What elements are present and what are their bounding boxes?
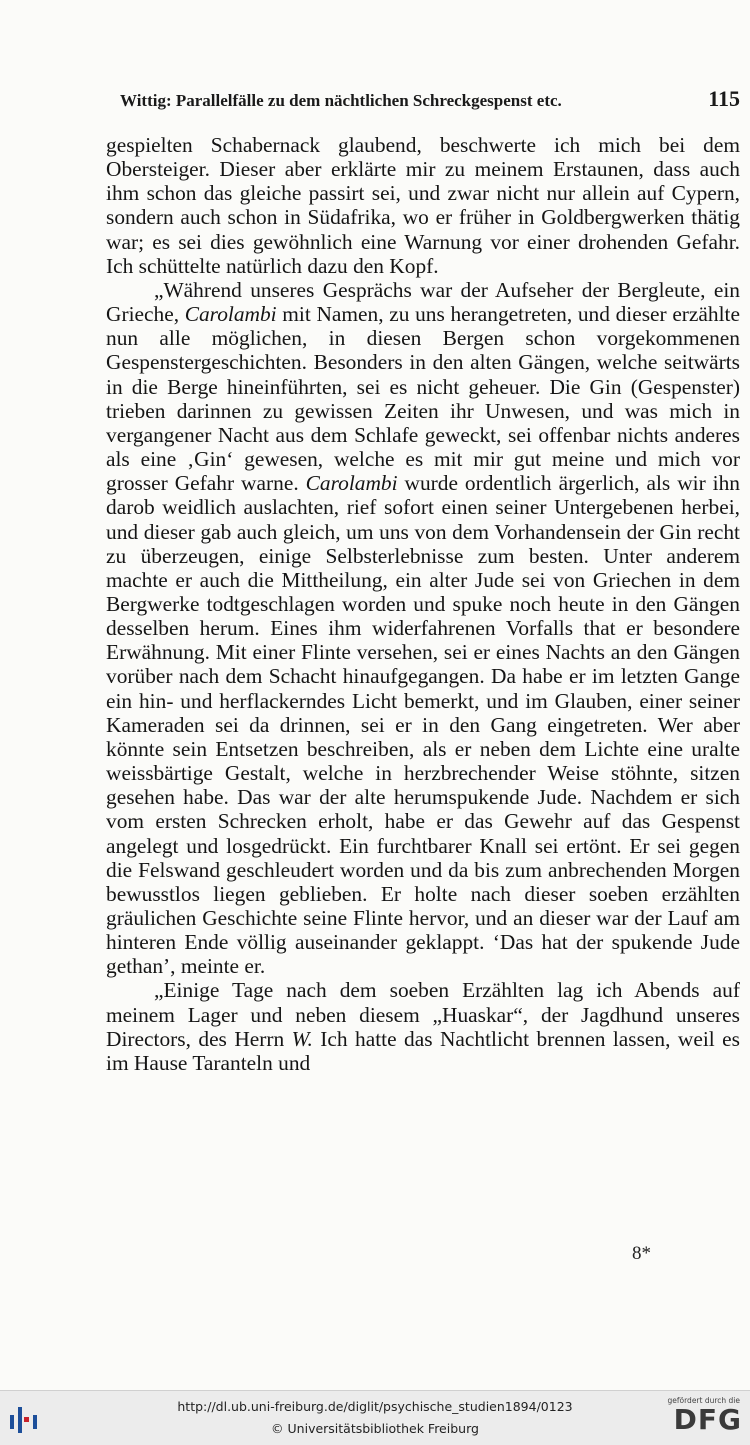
page-number: 115 — [708, 86, 740, 111]
italic-name: Carolambi — [184, 302, 277, 327]
running-title: Wittig: Parallelfälle zu dem nächtlichen Schreckgespenst etc. — [120, 91, 562, 110]
body-text — [106, 133, 740, 1075]
paragraph-text: mit Namen, zu uns herangetreten, und dieser erzählte nun alle möglichen, in diesen Bergen schon vorgekommenen Gespenstergeschichten. Besonders in den alten Gängen, welche seitwärts in die Berge hineinführten, sei es nicht geheuer. Die Gin (Gespenster) trieben darinnen zu gewissen Zeiten ihr Unwesen, und was mich in vergangener Nacht aus dem Schlafe geweckt, sei offenbar nichts anderes als eine ‚Gin‘ gewesen, welche es mit mir gut meine und mich vor grosser Gefahr warne. — [106, 302, 740, 496]
signature-mark: 8* — [632, 1243, 651, 1264]
viewer-footer — [0, 1390, 750, 1445]
paragraph-text: „Einige Tage nach dem soeben Erzählten lag ich Abends auf meinem Lager und neben diesem „Huaskar“, der Jagdhund unseres Directors, des Herrn — [106, 978, 740, 1051]
paragraph — [106, 133, 740, 278]
paragraph — [106, 978, 740, 1075]
italic-name: W. — [291, 1026, 313, 1051]
funding-note: gefördert durch die — [667, 1396, 740, 1405]
paragraph-text: Ich hatte das Nachtlicht brennen lassen, weil es im Hause Taranteln und — [106, 1026, 740, 1075]
paragraph-text: gespielten Schabernack glaubend, beschwerte ich mich bei dem Obersteiger. Dieser aber erklärte mir zu meinem Erstaunen, dass auch ihm schon das gleiche passirt sei, und zwar nicht nur allein auf Cypern, sondern auch schon in Südafrika, wo er früher in Goldbergwerken thätig war; es sei dies gewöhnlich eine Warnung vor einer drohenden Gefahr. Ich schüttelte natürlich dazu den Kopf. — [106, 133, 740, 278]
paragraph — [106, 278, 740, 979]
dfg-logo: DFG — [673, 1403, 742, 1436]
paragraph-text: „Während unseres Gesprächs war der Aufseher der Bergleute, ein Grieche, — [106, 277, 740, 327]
footer-url-link[interactable]: http://dl.ub.uni-freiburg.de/diglit/psychische_studien1894/0123 — [177, 1399, 573, 1414]
italic-name: Carolambi — [305, 471, 398, 496]
footer-copyright: © Universitätsbibliothek Freiburg — [271, 1421, 479, 1436]
running-header — [120, 86, 740, 112]
paragraph-text: wurde ordentlich ärgerlich, als wir ihn darob weidlich auslachten, rief sofort einen seiner Untergebenen herbei, und dieser gab auch gleich, um uns von dem Vorhandensein der Gin recht zu überzeugen, einige Selbsterlebnisse zum besten. Unter anderem machte er auch die Mittheilung, ein alter Jude sei von Griechen in dem Bergwerke todtgeschlagen worden und spuke noch heute in den Gängen desselben herum. Eines ihm widerfahrenen Vorfalls that er besondere Erwähnung. Mit einer Flinte versehen, sei er eines Nachts an den Gängen vorüber nach dem Schacht hinaufgegangen. Da habe er im letzten Gange ein hin- und herflackerndes Licht bemerkt, und im Glauben, einer seiner Kameraden sei da drinnen, sei er in den Gang eingetreten. Wer aber könnte sein Entsetzen beschreiben, als er neben dem Lichte eine uralte weissbärtige Gestalt, welche in herzbrechender Weise stöhnte, sitzen gesehen habe. Das war der alte herumspukende Jude. Nachdem er sich vom ersten Schrecken erholt, habe er das Gewehr auf das Gespenst angelegt und losgedrückt. Ein furchtbarer Knall sei ertönt. Er sei gegen die Felswand geschleudert worden und da bis zum anbrechenden Morgen bewusstlos liegen geblieben. Er holte nach dieser soeben erzählten gräulichen Geschichte seine Flinte hervor, und an dieser war der Lauf am hinteren Ende völlig auseinander geklappt. ‘Das hat der spukende Jude gethan’, meinte er. — [106, 471, 741, 979]
